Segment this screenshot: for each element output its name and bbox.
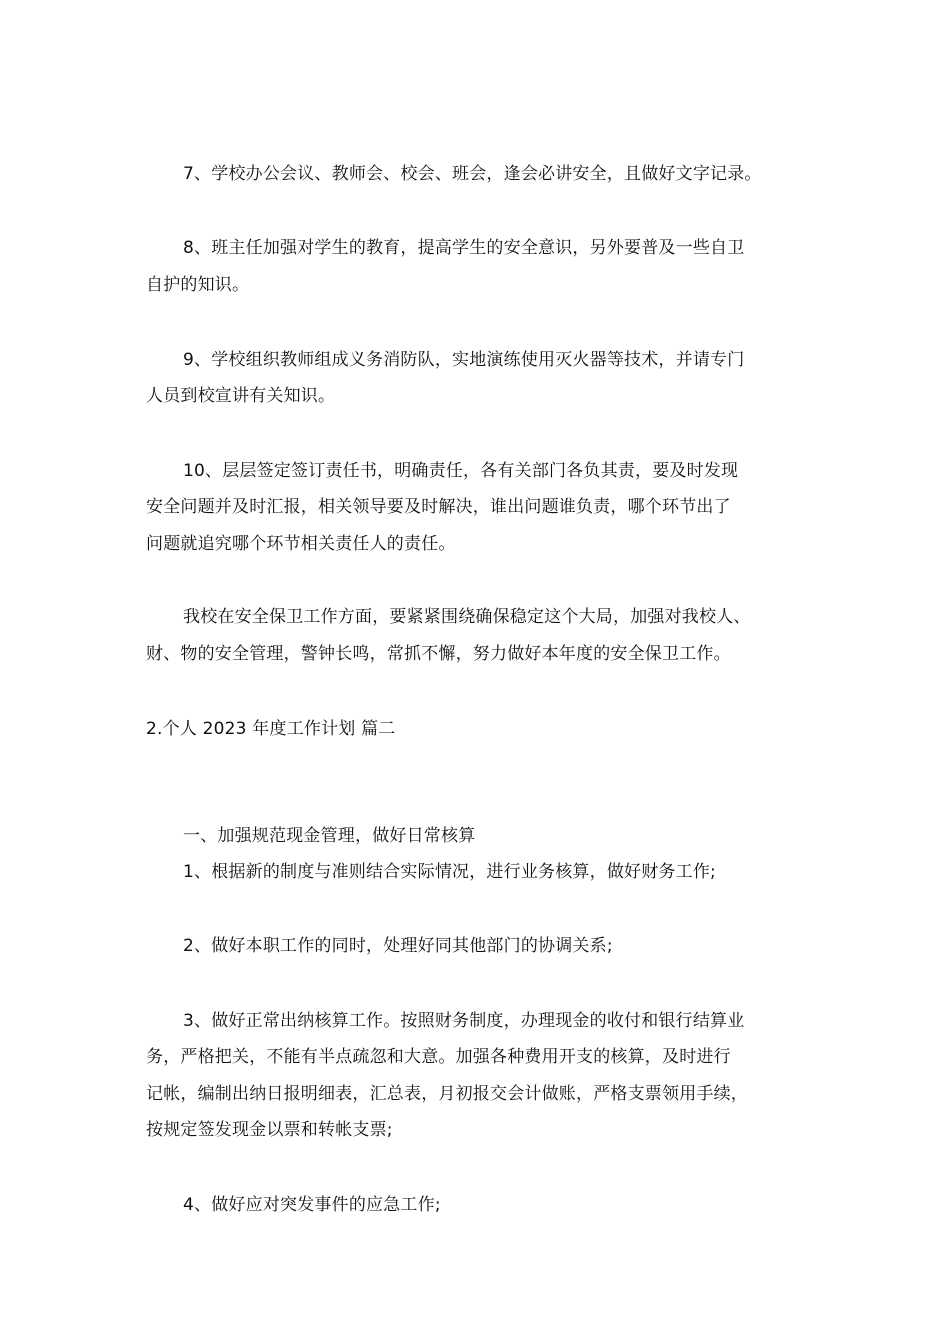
section-title: 2.个人 2023 年度工作计划 篇二: [146, 719, 396, 739]
item-8-line-1: 8、班主任加强对学生的教育，提高学生的安全意识，另外要普及一些自卫: [183, 238, 745, 258]
item-7-line-1: 7、学校办公会议、教师会、校会、班会，逢会必讲安全，且做好文字记录。: [183, 164, 762, 184]
item-9-line-1: 9、学校组织教师组成义务消防队，实地演练使用灭火器等技术，并请专门: [183, 350, 745, 370]
summary-line-2: 财、物的安全管理，警钟长鸣，常抓不懈，努力做好本年度的安全保卫工作。: [146, 644, 731, 664]
subsection-title: 一、加强规范现金管理，做好日常核算: [183, 826, 476, 846]
plan-item-1-line-1: 1、根据新的制度与准则结合实际情况，进行业务核算，做好财务工作;: [183, 862, 716, 882]
plan-item-3-line-2: 务，严格把关，不能有半点疏忽和大意。加强各种费用开支的核算，及时进行: [146, 1047, 731, 1067]
plan-item-4-line-1: 4、做好应对突发事件的应急工作;: [183, 1195, 441, 1215]
plan-item-2-line-1: 2、做好本职工作的同时，处理好同其他部门的协调关系;: [183, 936, 613, 956]
item-9-line-2: 人员到校宣讲有关知识。: [146, 386, 336, 406]
plan-item-3-line-4: 按规定签发现金以票和转帐支票;: [146, 1120, 393, 1140]
item-10-line-3: 问题就追究哪个环节相关责任人的责任。: [146, 534, 456, 554]
item-8-line-2: 自护的知识。: [146, 275, 250, 295]
item-10-line-1: 10、层层签定签订责任书，明确责任，各有关部门各负其责，要及时发现: [183, 461, 739, 481]
summary-line-1: 我校在安全保卫工作方面，要紧紧围绕确保稳定这个大局，加强对我校人、: [183, 607, 751, 627]
plan-item-3-line-1: 3、做好正常出纳核算工作。按照财务制度，办理现金的收付和银行结算业: [183, 1011, 745, 1031]
item-10-line-2: 安全问题并及时汇报，相关领导要及时解决，谁出问题谁负责，哪个环节出了: [146, 497, 731, 517]
plan-item-3-line-3: 记帐，编制出纳日报明细表，汇总表，月初报交会计做账，严格支票领用手续，: [146, 1084, 748, 1104]
